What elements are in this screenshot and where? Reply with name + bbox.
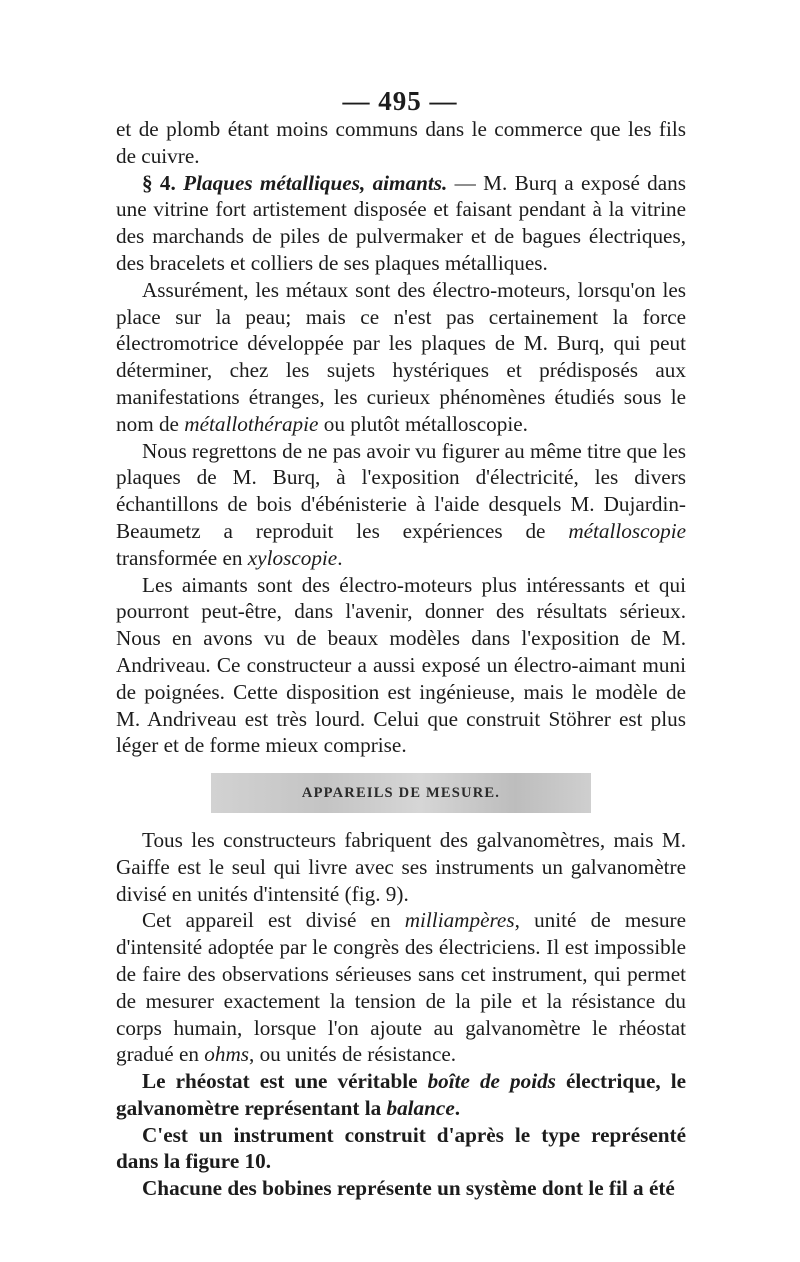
paragraph-section-4 (116, 170, 686, 277)
section-body: — M. Burq a exposé dans une vitrine fort artistement disposée et faisant pendant à la vitrine des marchands de piles de pulvermaker et de bagues électriques, des bracelets et colliers de ses plaques métalliques. (116, 170, 687, 275)
italic-term: métallothérapie (184, 411, 319, 436)
section-number: § 4. (142, 170, 176, 195)
text-run: ou plutôt métalloscopie. (318, 411, 528, 436)
text-run: transformée en (116, 545, 248, 570)
text-run: Assurément, les métaux sont des électro-moteurs, lorsqu'on les place sur la peau; mais ce n'est pas certainement la force électromotrice développée par les plaques de M. Burq, qui peut déterminer, chez les sujets hystériques et prédisposés aux manifestations étranges, les curieux phénomènes étudiés sous le nom de (116, 277, 686, 436)
section-heading: APPAREILS DE MESURE. (211, 773, 591, 813)
text-run: , unité de mesure d'intensité adoptée par le congrès des électriciens. Il est impossible de faire des observations sérieuses sans cet instrument, qui permet de mesurer exactement la tension de la pile et la résistance du corps humain, lorsque l'on ajoute au galvanomètre le rhéostat gradué en (116, 908, 686, 1067)
paragraph-xyloscopie (116, 438, 686, 572)
paragraph-figure-10: C'est un instrument construit d'après le type représenté dans la figure 10. (116, 1122, 686, 1174)
text-run: électrique, le galvanomètre représentant la (116, 1069, 687, 1120)
italic-term: ohms (204, 1042, 249, 1067)
italic-term: balance (386, 1095, 455, 1120)
section-title: Plaques métalliques, aimants. (183, 170, 448, 195)
text-run: . (454, 1095, 461, 1120)
italic-term: métalloscopie (568, 518, 686, 543)
text-run: , ou unités de résistance. (248, 1042, 457, 1067)
text-run: Cet appareil est divisé en (142, 908, 405, 933)
text-run: . (337, 545, 343, 570)
text-run: Le rhéostat est une véritable (142, 1069, 428, 1094)
paragraph-continuation: et de plomb étant moins communs dans le commerce que les fils de cuivre. (116, 117, 686, 168)
page-number: — 495 — (342, 86, 458, 116)
paragraph-metalloscopie (116, 277, 686, 438)
italic-term: xyloscopie (247, 545, 338, 570)
paragraph-rheostat (116, 1068, 686, 1122)
paragraph-milliamperes (116, 907, 686, 1068)
paragraph-aimants: Les aimants sont des électro-moteurs plus intéressants et qui pourront peut-être, dans l'avenir, donner des résultats sérieux. Nous en avons vu de beaux modèles dans l'exposition de M. Andriveau. Ce constructeur a aussi exposé un électro-aimant muni de poignées. Cette disposition est ingénieuse, mais le modèle de M. Andriveau est très lourd. Celui que construit Stöhrer est plus léger et de forme mieux comprise. (116, 572, 686, 758)
paragraph-bobines: Chacune des bobines représente un système dont le fil a été (142, 1176, 675, 1201)
body-text (116, 116, 686, 1202)
paragraph-galvanometres: Tous les constructeurs fabriquent des galvanomètres, mais M. Gaiffe est le seul qui livre avec ses instruments un galvanomètre divisé en unités d'intensité (fig. 9). (116, 827, 686, 906)
italic-term: milliampères (404, 908, 515, 933)
text-run: Nous regrettons de ne pas avoir vu figurer au même titre que les plaques de M. Burq, à l'exposition d'électricité, les divers échantillons de bois d'ébénisterie à l'aide desquels M. Dujardin-Beaumetz a reproduit les expériences de (116, 438, 686, 543)
italic-term: boîte de poids (427, 1069, 556, 1094)
